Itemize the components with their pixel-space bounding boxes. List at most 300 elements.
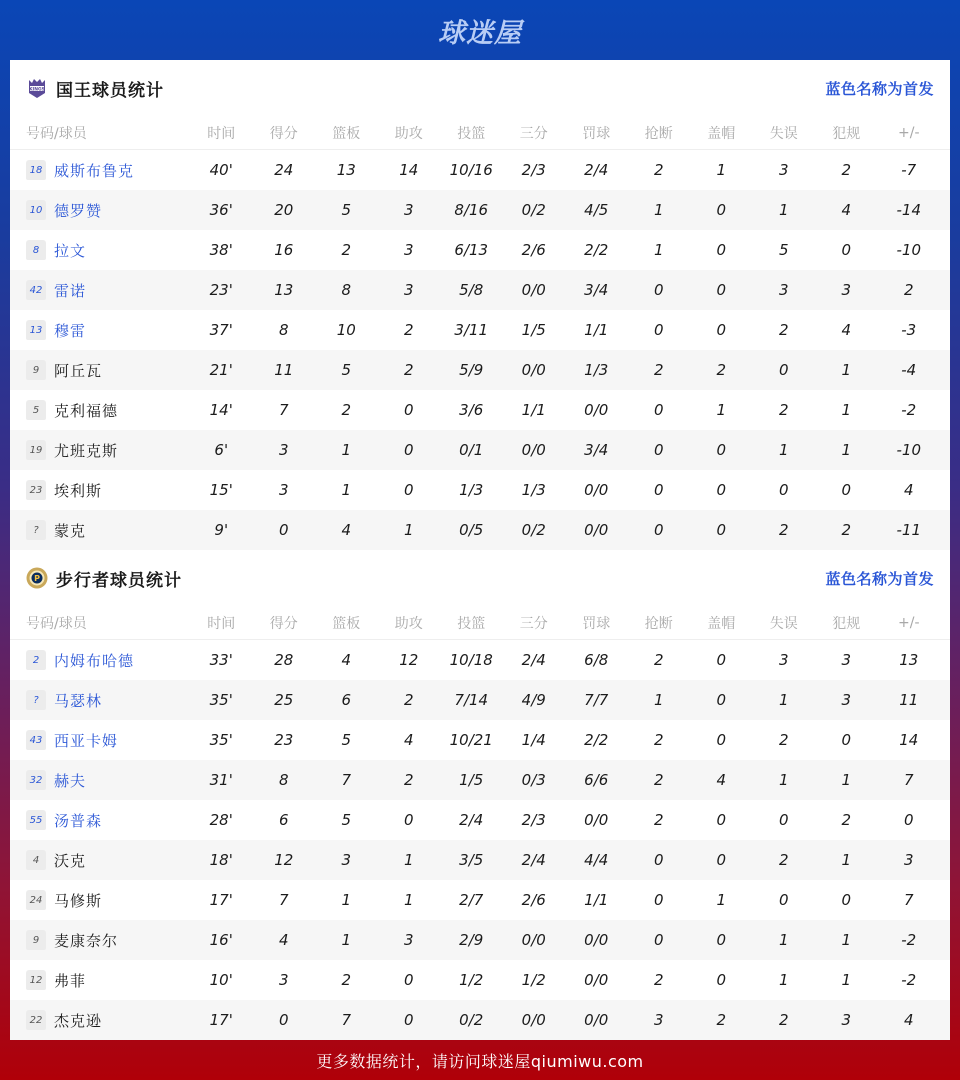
stat-cell: 2 <box>653 651 664 669</box>
top-banner <box>0 0 960 60</box>
stat-cell: 4 <box>278 931 289 949</box>
stat-cell: 0/1 <box>459 441 484 459</box>
stat-cell: 18' <box>209 851 233 869</box>
column-header: 助攻 <box>394 615 423 632</box>
player-row[interactable] <box>10 720 950 760</box>
column-header: 得分 <box>269 125 298 142</box>
stat-cell: 3 <box>403 281 414 299</box>
column-header: 犯规 <box>832 615 861 632</box>
stat-cell: 23 <box>274 731 294 749</box>
stat-cell: 33' <box>209 651 233 669</box>
stat-cell: 1 <box>653 201 664 219</box>
stat-cell: 0 <box>653 931 664 949</box>
footer-banner <box>0 1040 960 1080</box>
player-row[interactable] <box>10 920 950 960</box>
stat-cell: 3/6 <box>459 401 484 419</box>
player-name-link[interactable]: 马瑟林 <box>54 691 103 710</box>
stat-cell: 0 <box>841 241 852 259</box>
stat-cell: 2 <box>653 971 664 989</box>
stat-cell: 1 <box>403 521 414 539</box>
player-rows <box>10 150 950 550</box>
stat-cell: 1 <box>653 691 664 709</box>
player-cell <box>10 850 190 871</box>
stat-cell: 0 <box>653 521 664 539</box>
player-row[interactable] <box>10 960 950 1000</box>
player-row[interactable] <box>10 150 950 190</box>
stat-cell: 10/21 <box>449 731 493 749</box>
stat-cell: 7/7 <box>584 691 609 709</box>
jersey-number-badge: 42 <box>26 280 46 300</box>
stat-cell: 6 <box>341 691 352 709</box>
stat-cell: 1 <box>841 971 852 989</box>
stat-cell: 0 <box>903 811 914 829</box>
player-row[interactable] <box>10 430 950 470</box>
column-header: 篮板 <box>332 615 361 632</box>
stat-cell: 17' <box>209 1011 233 1029</box>
stat-cell: 2/3 <box>521 811 546 829</box>
player-name-link[interactable]: 弗菲 <box>54 971 87 990</box>
column-header: 失误 <box>769 615 798 632</box>
column-header: 投篮 <box>457 125 486 142</box>
stat-cell: 0 <box>653 891 664 909</box>
column-header: 号码/球员 <box>26 615 87 632</box>
player-name-link[interactable]: 汤普森 <box>54 811 103 830</box>
stat-cell: -2 <box>901 971 917 989</box>
stat-cell: 2 <box>403 691 414 709</box>
player-row[interactable] <box>10 510 950 550</box>
stat-cell: 1 <box>841 851 852 869</box>
stat-cell: 13 <box>274 281 294 299</box>
column-header: 得分 <box>269 615 298 632</box>
player-cell <box>10 1010 190 1031</box>
jersey-number-badge: 2 <box>26 650 46 670</box>
player-cell <box>10 320 190 341</box>
stat-cell: 0 <box>716 201 727 219</box>
stat-cell: -4 <box>901 361 917 379</box>
stat-cell: -7 <box>901 161 917 179</box>
stat-cell: -10 <box>896 441 921 459</box>
stat-cell: 2/4 <box>584 161 609 179</box>
stat-cell: 1 <box>841 771 852 789</box>
section-header <box>10 550 950 606</box>
stat-cell: 2 <box>403 361 414 379</box>
stat-cell: 3 <box>841 281 852 299</box>
stat-cell: 0/0 <box>521 441 546 459</box>
stat-cell: 4 <box>716 771 727 789</box>
stat-cell: 4/4 <box>584 851 609 869</box>
column-header: 盖帽 <box>707 615 736 632</box>
stat-cell: 0 <box>841 891 852 909</box>
stat-cell: 0/0 <box>584 1011 609 1029</box>
player-cell <box>10 160 190 181</box>
player-rows <box>10 640 950 1040</box>
stat-cell: 4 <box>903 481 914 499</box>
stat-cell: 1/1 <box>521 401 546 419</box>
stat-cell: 1 <box>341 931 352 949</box>
player-name-link[interactable]: 穆雷 <box>54 321 87 340</box>
stat-cell: 2 <box>841 521 852 539</box>
stat-cell: 1/3 <box>459 481 484 499</box>
stat-cell: 3 <box>841 1011 852 1029</box>
stat-cell: 10/16 <box>449 161 493 179</box>
stat-cell: 7 <box>903 771 914 789</box>
stat-cell: 10/18 <box>449 651 493 669</box>
stat-cell: 1 <box>341 441 352 459</box>
player-cell <box>10 400 190 421</box>
stat-cell: 2 <box>841 161 852 179</box>
stat-cell: 1/5 <box>459 771 484 789</box>
jersey-number-badge: ? <box>26 520 46 540</box>
stat-cell: 2/4 <box>521 851 546 869</box>
stat-cell: 1 <box>778 691 789 709</box>
stat-cell: 5 <box>341 361 352 379</box>
player-name-link[interactable]: 克利福德 <box>54 401 119 420</box>
jersey-number-badge: 18 <box>26 160 46 180</box>
player-cell <box>10 810 190 831</box>
jersey-number-badge: 9 <box>26 930 46 950</box>
stat-cell: 0/0 <box>521 1011 546 1029</box>
stat-cell: 0 <box>403 401 414 419</box>
stat-cell: 2 <box>778 731 789 749</box>
stat-cell: 0 <box>716 851 727 869</box>
player-name-link[interactable]: 埃利斯 <box>54 481 103 500</box>
stat-cell: 3/4 <box>584 441 609 459</box>
stat-cell: 3 <box>278 971 289 989</box>
stat-cell: 4 <box>903 1011 914 1029</box>
player-cell <box>10 770 190 791</box>
stat-cell: 28 <box>274 651 294 669</box>
player-cell <box>10 730 190 751</box>
stat-cell: 1/3 <box>521 481 546 499</box>
column-header: 三分 <box>519 615 548 632</box>
stat-cell: 21' <box>209 361 233 379</box>
player-row[interactable] <box>10 760 950 800</box>
stat-cell: 1/3 <box>584 361 609 379</box>
stat-cell: 2 <box>778 851 789 869</box>
stat-cell: 0/2 <box>521 521 546 539</box>
stat-cell: 1 <box>341 891 352 909</box>
player-row[interactable] <box>10 390 950 430</box>
stat-cell: 2/2 <box>584 241 609 259</box>
stat-cell: -11 <box>896 521 921 539</box>
stat-cell: 0 <box>278 1011 289 1029</box>
column-header: 助攻 <box>394 125 423 142</box>
stat-cell: 1 <box>778 971 789 989</box>
stat-cell: 1/1 <box>584 321 609 339</box>
stat-cell: 3/4 <box>584 281 609 299</box>
player-row[interactable] <box>10 310 950 350</box>
starter-legend-note: 蓝色名称为首发 <box>825 569 934 588</box>
stat-cell: 0 <box>278 521 289 539</box>
player-row[interactable] <box>10 1000 950 1040</box>
stat-cell: 0 <box>716 731 727 749</box>
stat-cell: 24 <box>274 161 294 179</box>
stat-cell: 6/13 <box>454 241 489 259</box>
stat-cell: 2 <box>778 401 789 419</box>
stat-cell: 1 <box>341 481 352 499</box>
player-cell <box>10 890 190 911</box>
jersey-number-badge: 43 <box>26 730 46 750</box>
stat-cell: 14 <box>899 731 919 749</box>
player-name-link[interactable]: 内姆布哈德 <box>54 651 135 670</box>
kings-logo-icon <box>26 77 48 99</box>
player-row[interactable] <box>10 840 950 880</box>
stat-cell: 7/14 <box>454 691 489 709</box>
stat-cell: 1 <box>778 931 789 949</box>
player-name-link[interactable]: 尤班克斯 <box>54 441 119 460</box>
player-name-link[interactable]: 麦康奈尔 <box>54 931 119 950</box>
stat-cell: 1/1 <box>584 891 609 909</box>
stat-cell: 0/0 <box>521 361 546 379</box>
stat-cell: 5/8 <box>459 281 484 299</box>
stat-cell: 1/5 <box>521 321 546 339</box>
stat-cell: 25 <box>274 691 294 709</box>
stat-cell: 0 <box>778 811 789 829</box>
stat-cell: 1 <box>778 771 789 789</box>
team-section-1 <box>10 550 950 1040</box>
stat-cell: 3 <box>403 201 414 219</box>
stat-cell: 1/2 <box>521 971 546 989</box>
stat-cell: -10 <box>896 241 921 259</box>
column-header: 号码/球员 <box>26 125 87 142</box>
stat-cell: 0 <box>653 851 664 869</box>
stat-cell: 0/0 <box>584 521 609 539</box>
player-cell <box>10 200 190 221</box>
stat-cell: 0 <box>716 651 727 669</box>
player-name-link[interactable]: 西亚卡姆 <box>54 731 119 750</box>
stat-cell: 5 <box>341 811 352 829</box>
team-section-0 <box>10 60 950 550</box>
stat-cell: 2/2 <box>584 731 609 749</box>
stat-cell: 1 <box>841 931 852 949</box>
stat-cell: 0 <box>716 281 727 299</box>
stat-cell: 0/2 <box>521 201 546 219</box>
column-header-row <box>10 116 950 150</box>
stat-cell: 8/16 <box>454 201 489 219</box>
player-cell <box>10 520 190 541</box>
stat-cell: 2 <box>653 731 664 749</box>
player-row[interactable] <box>10 680 950 720</box>
stat-cell: 2 <box>778 1011 789 1029</box>
stat-cell: 3/5 <box>459 851 484 869</box>
jersey-number-badge: 10 <box>26 200 46 220</box>
player-name-link[interactable]: 赫夫 <box>54 771 87 790</box>
footer-text: 更多数据统计，请访问球迷屋qiumiwu.com <box>316 1051 644 1071</box>
player-row[interactable] <box>10 350 950 390</box>
column-header: 罚球 <box>582 615 611 632</box>
stat-cell: -14 <box>896 201 921 219</box>
stat-cell: 35' <box>209 731 233 749</box>
stat-cell: 3/11 <box>454 321 489 339</box>
jersey-number-badge: ? <box>26 690 46 710</box>
stat-cell: 2 <box>403 771 414 789</box>
stat-cell: 20 <box>274 201 294 219</box>
stat-cell: 37' <box>209 321 233 339</box>
column-header: 失误 <box>769 125 798 142</box>
stat-cell: 2 <box>341 971 352 989</box>
stat-cell: 2/9 <box>459 931 484 949</box>
jersey-number-badge: 4 <box>26 850 46 870</box>
stat-cell: 4/9 <box>521 691 546 709</box>
stat-cell: 1/4 <box>521 731 546 749</box>
stat-cell: 0 <box>716 241 727 259</box>
stat-cell: 4 <box>841 321 852 339</box>
stat-cell: 7 <box>278 891 289 909</box>
stat-cell: 0 <box>716 971 727 989</box>
stat-cell: 3 <box>778 161 789 179</box>
player-cell <box>10 690 190 711</box>
column-header: 时间 <box>207 615 236 632</box>
stat-cell: 2 <box>403 321 414 339</box>
player-row[interactable] <box>10 190 950 230</box>
player-row[interactable] <box>10 270 950 310</box>
stat-cell: 40' <box>209 161 233 179</box>
stat-cell: 2 <box>653 361 664 379</box>
stat-cell: 3 <box>903 851 914 869</box>
section-title: 国王球员统计 <box>56 80 164 101</box>
stat-cell: 16' <box>209 931 233 949</box>
jersey-number-badge: 12 <box>26 970 46 990</box>
stat-cell: 2 <box>778 321 789 339</box>
stat-cell: -3 <box>901 321 917 339</box>
jersey-number-badge: 55 <box>26 810 46 830</box>
player-name-link[interactable]: 蒙克 <box>54 521 87 540</box>
jersey-number-badge: 23 <box>26 480 46 500</box>
stat-cell: 6 <box>278 811 289 829</box>
stat-cell: 2/4 <box>521 651 546 669</box>
stat-cell: 2/6 <box>521 891 546 909</box>
stat-cell: 2 <box>341 241 352 259</box>
stat-cell: 4 <box>341 521 352 539</box>
player-cell <box>10 650 190 671</box>
stat-cell: 2 <box>341 401 352 419</box>
player-name-link[interactable]: 沃克 <box>54 851 87 870</box>
stat-cell: 0 <box>653 481 664 499</box>
stat-cell: 2/4 <box>459 811 484 829</box>
stat-cell: 2 <box>778 521 789 539</box>
player-row[interactable] <box>10 640 950 680</box>
stat-cell: 0/0 <box>584 971 609 989</box>
stat-cell: 1 <box>716 161 727 179</box>
stat-cell: 5 <box>341 731 352 749</box>
column-header: 抢断 <box>644 615 673 632</box>
stat-cell: 0 <box>716 321 727 339</box>
stat-cell: 2 <box>716 361 727 379</box>
stat-cell: 1 <box>841 441 852 459</box>
column-header: 时间 <box>207 125 236 142</box>
stat-cell: 7 <box>903 891 914 909</box>
column-header-row <box>10 606 950 640</box>
brand-logo: 球迷屋 <box>438 17 522 49</box>
player-row[interactable] <box>10 470 950 510</box>
jersey-number-badge: 32 <box>26 770 46 790</box>
player-name-link[interactable]: 德罗赞 <box>54 201 103 220</box>
jersey-number-badge: 5 <box>26 400 46 420</box>
stat-cell: 1 <box>841 361 852 379</box>
stat-cell: 0 <box>841 481 852 499</box>
stat-cell: 28' <box>209 811 233 829</box>
stat-cell: 16 <box>274 241 294 259</box>
stat-cell: 1 <box>403 851 414 869</box>
section-title: 步行者球员统计 <box>56 570 182 591</box>
column-header: 盖帽 <box>707 125 736 142</box>
jersey-number-badge: 13 <box>26 320 46 340</box>
player-name-link[interactable]: 马修斯 <box>54 891 103 910</box>
stat-cell: 11 <box>274 361 294 379</box>
stat-cell: 1/2 <box>459 971 484 989</box>
player-cell <box>10 930 190 951</box>
stats-card <box>10 60 950 1040</box>
starter-legend-note: 蓝色名称为首发 <box>825 79 934 98</box>
player-cell <box>10 360 190 381</box>
player-row[interactable] <box>10 230 950 270</box>
stat-cell: 0 <box>653 281 664 299</box>
stat-cell: 10 <box>336 321 356 339</box>
stat-cell: 1 <box>716 401 727 419</box>
player-name-link[interactable]: 阿丘瓦 <box>54 361 103 380</box>
player-name-link[interactable]: 拉文 <box>54 241 87 260</box>
stat-cell: 0 <box>403 971 414 989</box>
stat-cell: 8 <box>341 281 352 299</box>
column-header: 犯规 <box>832 125 861 142</box>
stat-cell: 7 <box>341 1011 352 1029</box>
player-name-link[interactable]: 杰克逊 <box>54 1011 103 1030</box>
stat-cell: 0 <box>403 1011 414 1029</box>
stat-cell: 5 <box>778 241 789 259</box>
stat-cell: 13 <box>336 161 356 179</box>
stat-cell: 4 <box>403 731 414 749</box>
stat-cell: 31' <box>209 771 233 789</box>
player-row[interactable] <box>10 880 950 920</box>
stat-cell: 15' <box>209 481 233 499</box>
stat-cell: 14 <box>399 161 419 179</box>
stat-cell: 14' <box>209 401 233 419</box>
stat-cell: 1 <box>716 891 727 909</box>
stat-cell: 5/9 <box>459 361 484 379</box>
stat-cell: 12 <box>274 851 294 869</box>
player-row[interactable] <box>10 800 950 840</box>
stat-cell: 2 <box>903 281 914 299</box>
jersey-number-badge: 22 <box>26 1010 46 1030</box>
player-name-link[interactable]: 威斯布鲁克 <box>54 161 135 180</box>
stat-cell: 1 <box>778 201 789 219</box>
player-name-link[interactable]: 雷诺 <box>54 281 87 300</box>
stat-cell: 0/3 <box>521 771 546 789</box>
stat-cell: 4 <box>841 201 852 219</box>
stat-cell: 6' <box>214 441 229 459</box>
stat-cell: 17' <box>209 891 233 909</box>
stat-cell: 0 <box>716 441 727 459</box>
stat-cell: 10' <box>209 971 233 989</box>
stat-cell: 6/8 <box>584 651 609 669</box>
player-cell <box>10 970 190 991</box>
stat-cell: 0 <box>778 361 789 379</box>
column-header: +/- <box>898 614 920 631</box>
stat-cell: 0 <box>778 891 789 909</box>
stat-cell: 8 <box>278 771 289 789</box>
stat-cell: 2 <box>653 811 664 829</box>
stat-cell: 4/5 <box>584 201 609 219</box>
stat-cell: 0 <box>778 481 789 499</box>
stat-cell: 2 <box>653 161 664 179</box>
stat-cell: 0 <box>403 481 414 499</box>
column-header: 抢断 <box>644 125 673 142</box>
stat-cell: 2/6 <box>521 241 546 259</box>
stat-cell: -2 <box>901 401 917 419</box>
stat-cell: 7 <box>278 401 289 419</box>
stat-cell: 4 <box>341 651 352 669</box>
stat-cell: 2/3 <box>521 161 546 179</box>
